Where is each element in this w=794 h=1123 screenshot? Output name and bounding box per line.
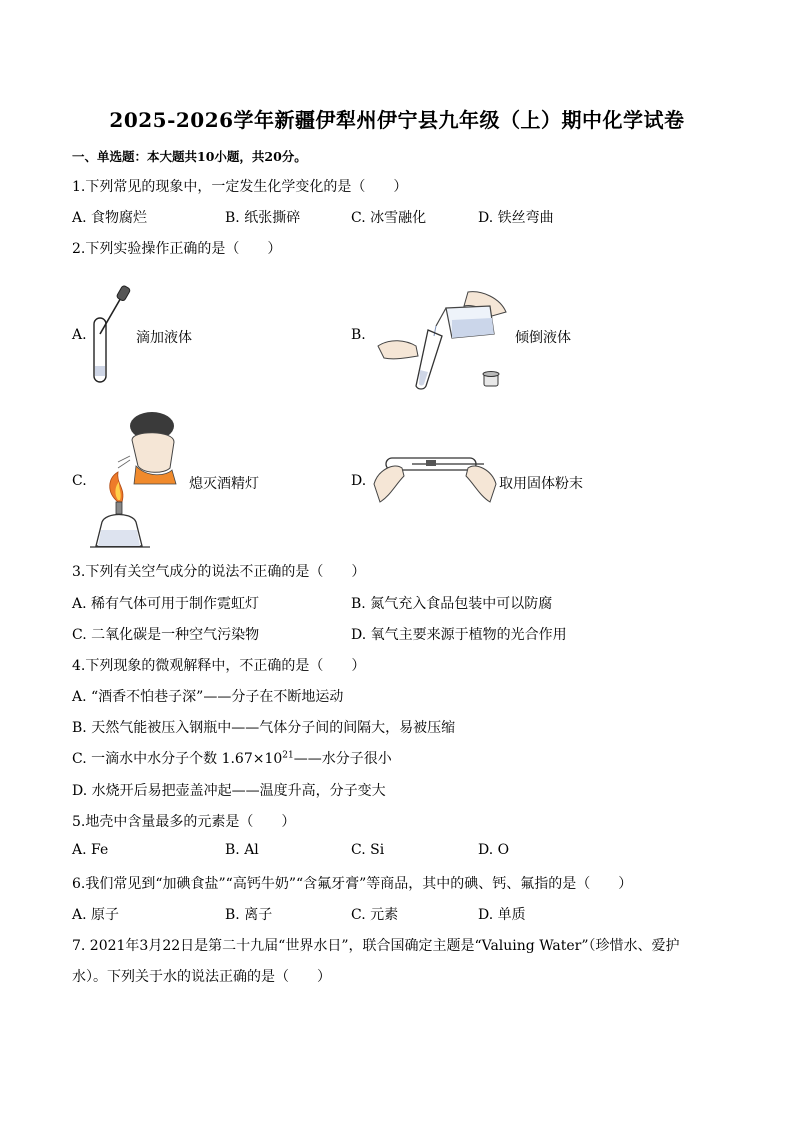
q4-option-a: A. “酒香不怕巷子深”——分子在不断地运动 — [72, 689, 344, 705]
q2-option-a-letter: A. — [72, 327, 87, 343]
q4-option-d: D. 水烧开后易把壶盖冲起——温度升高，分子变大 — [72, 783, 386, 799]
q3-option-a: A. 稀有气体可用于制作霓虹灯 — [72, 596, 260, 612]
q6-option-c: C. 元素 — [351, 907, 399, 923]
section-heading: 一、单选题：本大题共10小题，共20分。 — [72, 149, 307, 164]
question-1-stem: 1.下列常见的现象中，一定发生化学变化的是（ ） — [72, 179, 408, 195]
q4-option-c-exponent: 21 — [282, 750, 294, 761]
q2-option-d-caption: 取用固体粉末 — [499, 476, 583, 492]
q3-option-c: C. 二氧化碳是一种空气污染物 — [72, 627, 260, 643]
question-2-stem: 2.下列实验操作正确的是（ ） — [72, 241, 282, 257]
q3-option-b: B. 氮气充入食品包装中可以防腐 — [351, 596, 553, 612]
question-5-stem: 5.地壳中含量最多的元素是（ ） — [72, 814, 296, 830]
question-4-stem: 4.下列现象的微观解释中，不正确的是（ ） — [72, 658, 366, 674]
q5-option-b: B. Al — [225, 842, 259, 858]
q1-option-a: A. 食物腐烂 — [72, 210, 148, 226]
q1-option-c: C. 冰雪融化 — [351, 210, 427, 226]
powder-test-tube-icon — [372, 450, 498, 506]
q5-option-c: C. Si — [351, 842, 385, 858]
question-3-stem: 3.下列有关空气成分的说法不正确的是（ ） — [72, 564, 366, 580]
q2-option-c-caption: 熄灭酒精灯 — [189, 476, 259, 492]
q2-option-d-letter: D. — [351, 473, 367, 489]
q6-option-b: B. 离子 — [225, 907, 273, 923]
q1-option-b: B. 纸张撕碎 — [225, 210, 301, 226]
q2-option-c-letter: C. — [72, 473, 87, 489]
q4-option-c-tail: ——水分子很小 — [293, 751, 392, 767]
q6-option-a: A. 原子 — [72, 907, 120, 923]
pouring-liquid-icon — [372, 286, 512, 396]
dropper-test-tube-icon — [86, 282, 136, 387]
question-6-stem: 6.我们常见到“加碘食盐”“高钙牛奶”“含氟牙膏”等商品，其中的碘、钙、氟指的是（ ） — [72, 876, 633, 892]
q4-option-b: B. 天然气能被压入钢瓶中——气体分子间的间隔大，易被压缩 — [72, 720, 456, 736]
q4-option-c — [72, 748, 392, 768]
q5-option-d: D. O — [478, 842, 510, 858]
q3-option-d: D. 氧气主要来源于植物的光合作用 — [351, 627, 567, 643]
q4-option-c-text: C. 一滴水中水分子个数 1.67×10 — [72, 751, 283, 767]
q5-option-a: A. Fe — [72, 842, 109, 858]
question-7-stem: 7. 2021年3月22日是第二十九届“世界水日”，联合国确定主题是“Valuing Water”（珍惜水、爱护 — [72, 938, 680, 954]
q6-option-d: D. 单质 — [478, 907, 526, 923]
exam-title: 2025-2026学年新疆伊犁州伊宁县九年级（上）期中化学试卷 — [109, 108, 685, 132]
q2-option-a-caption: 滴加液体 — [136, 330, 192, 346]
q1-option-d: D. 铁丝弯曲 — [478, 210, 554, 226]
blowing-alcohol-lamp-icon — [88, 410, 188, 550]
question-7-stem-cont: 水）。下列关于水的说法正确的是（ ） — [72, 969, 331, 985]
q2-option-b-letter: B. — [351, 327, 366, 343]
q2-option-b-caption: 倾倒液体 — [515, 330, 571, 346]
